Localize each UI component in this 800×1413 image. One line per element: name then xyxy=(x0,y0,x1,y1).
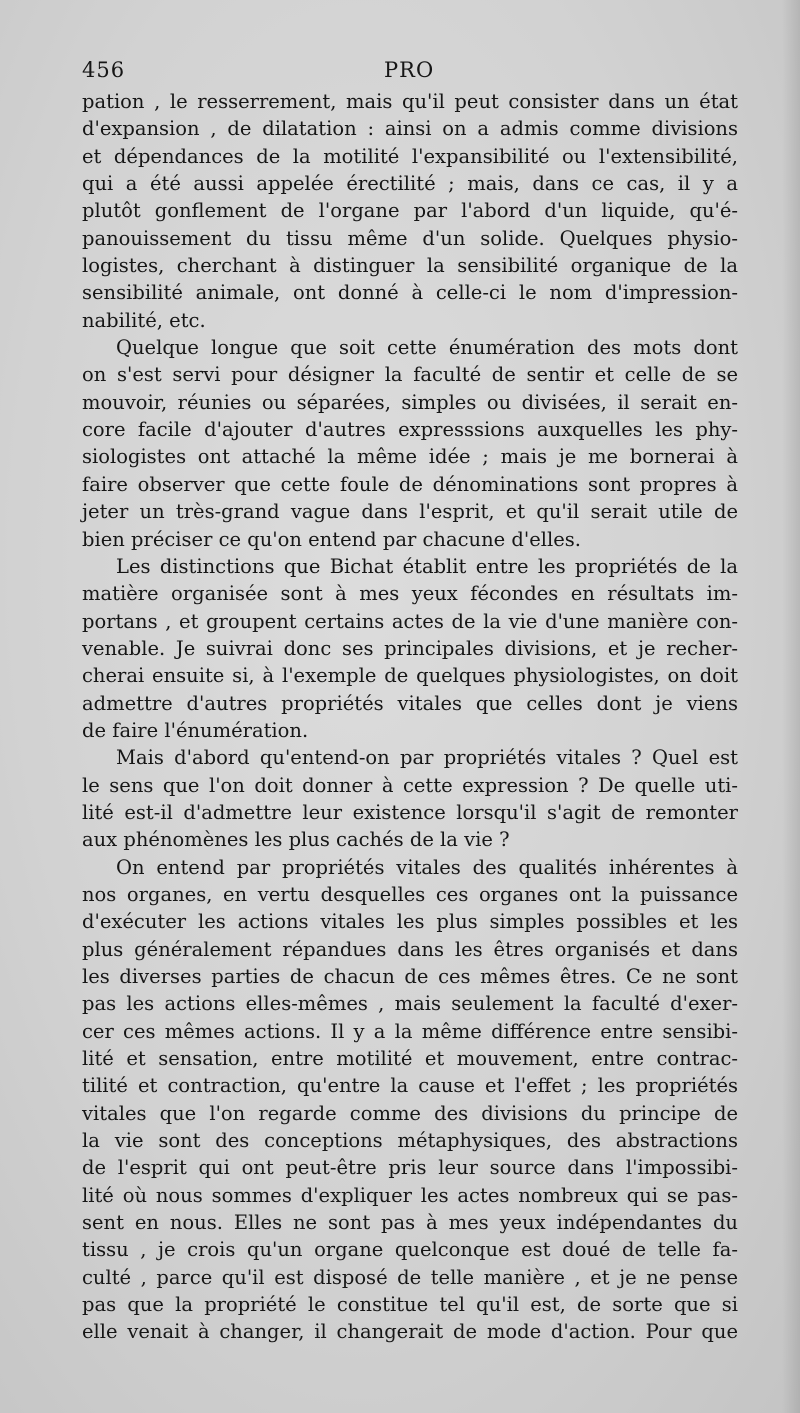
text-line: la vie sont des conceptions métaphysiques, des abstractions xyxy=(82,1129,738,1153)
text-line: elle venait à changer, il changerait de mode d'action. Pour que xyxy=(82,1320,738,1344)
text-line: culté , parce qu'il est disposé de telle manière , et je ne pense xyxy=(82,1265,738,1289)
text-line: matière organisée sont à mes yeux fécondes en résultats im- xyxy=(82,582,738,606)
running-title: PRO xyxy=(384,58,435,82)
text-line: siologistes ont attaché la même idée ; mais je me bornerai à xyxy=(82,445,738,469)
paragraph-5 xyxy=(82,854,738,1346)
paragraph-1 xyxy=(82,88,738,334)
text-line: aux phénomènes les plus cachés de la vie ? xyxy=(82,828,510,852)
text-line: cer ces mêmes actions. Il y a la même différence entre sensibi- xyxy=(82,1019,738,1043)
text-line: plus généralement répandues dans les êtres organisés et dans xyxy=(82,937,738,961)
text-line: on s'est servi pour désigner la faculté de sentir et celle de se xyxy=(82,363,738,387)
text-line: d'expansion , de dilatation : ainsi on a admis comme divisions xyxy=(82,117,738,141)
text-line: de faire l'énumération. xyxy=(82,718,309,742)
text-line: nabilité, etc. xyxy=(82,308,206,332)
text-line: lité où nous sommes d'expliquer les actes nombreux qui se pas- xyxy=(82,1183,738,1207)
text-line: et dépendances de la motilité l'expansibilité ou l'extensibilité, xyxy=(82,144,738,168)
text-line: mouvoir, réunies ou séparées, simples ou divisées, il serait en- xyxy=(82,390,738,414)
text-line: admettre d'autres propriétés vitales que celles dont je viens xyxy=(82,691,738,715)
text-line: lité est-il d'admettre leur existence lorsqu'il s'agit de remonter xyxy=(82,800,738,824)
text-line: logistes, cherchant à distinguer la sensibilité organique de la xyxy=(82,254,738,278)
text-line: On entend par propriétés vitales des qualités inhérentes à xyxy=(116,855,738,879)
text-line: d'exécuter les actions vitales les plus simples possibles et les xyxy=(82,910,738,934)
text-line: portans , et groupent certains actes de la vie d'une manière con- xyxy=(82,609,738,633)
text-line: jeter un très-grand vague dans l'esprit, et qu'il serait utile de xyxy=(82,500,738,524)
body-text xyxy=(82,88,738,1346)
text-line: Les distinctions que Bichat établit entre les propriétés de la xyxy=(116,554,738,578)
paragraph-4 xyxy=(82,744,738,853)
text-line: tilité et contraction, qu'entre la cause et l'effet ; les propriétés xyxy=(82,1074,738,1098)
text-line: nos organes, en vertu desquelles ces organes ont la puissance xyxy=(82,882,738,906)
text-line: de l'esprit qui ont peut-être pris leur source dans l'impossibi- xyxy=(82,1156,738,1180)
text-line: les diverses parties de chacun de ces mêmes êtres. Ce ne sont xyxy=(82,965,738,988)
text-line: cherai ensuite si, à l'exemple de quelques physiologistes, on doit xyxy=(82,664,738,688)
text-line: sent en nous. Elles ne sont pas à mes yeux indépendantes du xyxy=(82,1211,738,1235)
text-line: vitales que l'on regarde comme des divisions du principe de xyxy=(82,1101,738,1125)
page-number: 456 xyxy=(82,58,126,82)
text-line: sensibilité animale, ont donné à celle-ci le nom d'impression- xyxy=(82,281,738,305)
text-line: venable. Je suivrai donc ses principales divisions, et je recher- xyxy=(82,636,738,660)
running-head xyxy=(82,58,738,88)
paragraph-2 xyxy=(82,334,738,553)
text-line: pas que la propriété le constitue tel qu'il est, de sorte que si xyxy=(82,1293,738,1317)
text-line: panouissement du tissu même d'un solide. Quelques physio- xyxy=(82,226,738,250)
text-line: bien préciser ce qu'on entend par chacune d'elles. xyxy=(82,527,581,551)
text-line: le sens que l'on doit donner à cette expression ? De quelle uti- xyxy=(82,773,738,797)
text-line: pas les actions elles-mêmes , mais seulement la faculté d'exer- xyxy=(82,992,738,1016)
text-line: plutôt gonflement de l'organe par l'abord d'un liquide, qu'é- xyxy=(82,199,738,223)
paragraph-3 xyxy=(82,553,738,744)
page-edge-shadow xyxy=(782,0,800,1413)
text-line: tissu , je crois qu'un organe quelconque est doué de telle fa- xyxy=(82,1238,738,1262)
text-line: lité et sensation, entre motilité et mouvement, entre contrac- xyxy=(82,1047,738,1071)
text-line: faire observer que cette foule de dénominations sont propres à xyxy=(82,472,738,496)
text-line: qui a été aussi appelée érectilité ; mais, dans ce cas, il y a xyxy=(82,172,738,196)
text-line: core facile d'ajouter d'autres expresssions auxquelles les phy- xyxy=(82,418,738,442)
text-line: Mais d'abord qu'entend-on par propriétés vitales ? Quel est xyxy=(116,746,738,770)
text-line: Quelque longue que soit cette énumération des mots dont xyxy=(116,336,738,360)
text-line: pation , le resserrement, mais qu'il peut consister dans un état xyxy=(82,90,738,113)
